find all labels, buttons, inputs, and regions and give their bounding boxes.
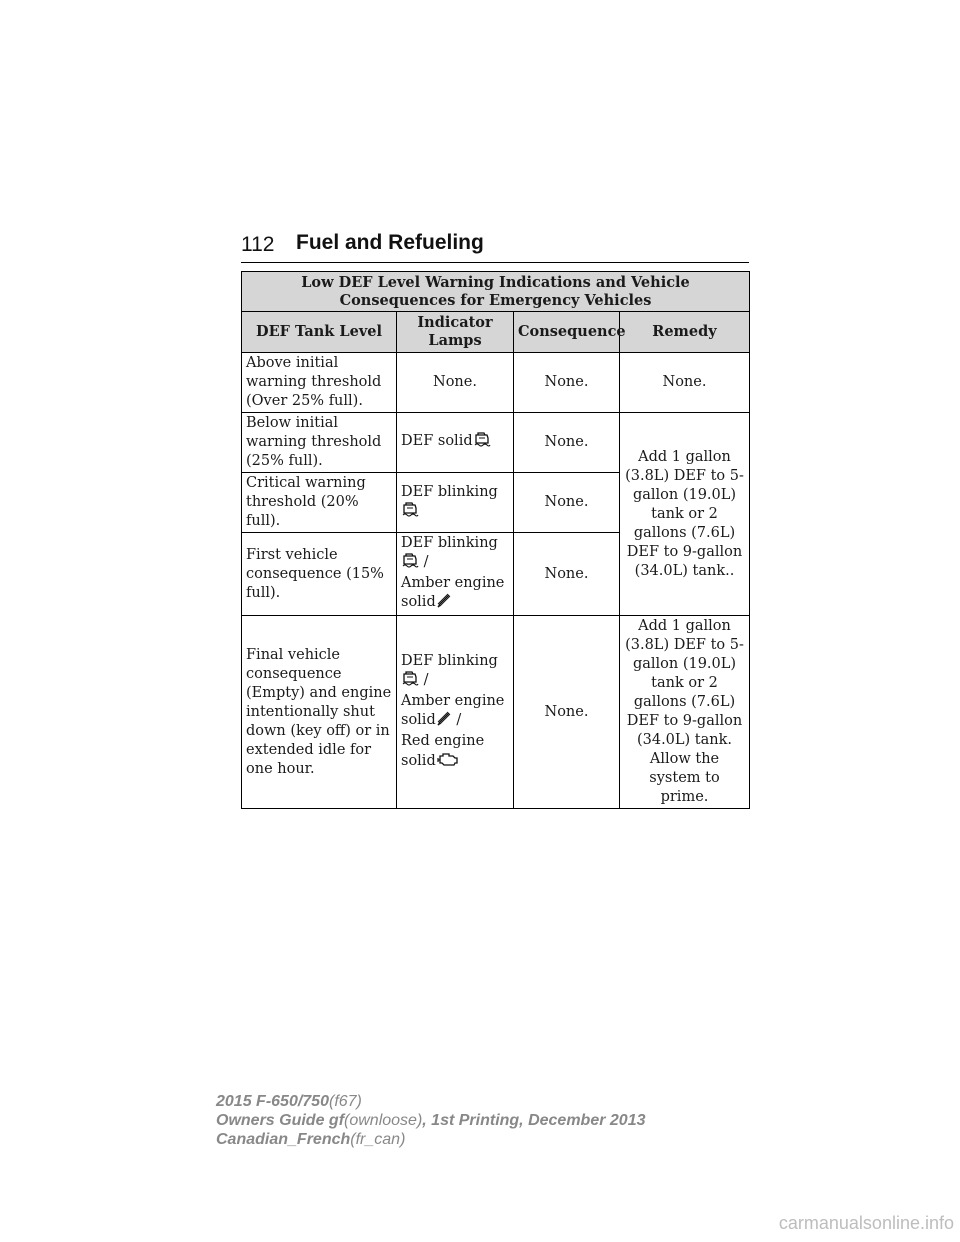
section-title: Fuel and Refueling xyxy=(296,231,484,254)
document-footer xyxy=(216,1092,645,1149)
amber-engine-icon xyxy=(437,593,452,614)
column-header-level: DEF Tank Level xyxy=(242,312,397,353)
watermark: carmanualsonline.info xyxy=(778,1213,954,1233)
indicator-lamps-cell: None. xyxy=(397,353,514,413)
lamp-text: Red engine solid xyxy=(401,732,485,769)
lamp-text: DEF blinking xyxy=(401,652,498,669)
tank-level-cell: Below initial warning threshold (25% full). xyxy=(242,413,397,473)
consequence-cell: None. xyxy=(514,473,620,533)
footer-locale-code: (fr_can) xyxy=(350,1131,406,1148)
lamp-separator: / xyxy=(423,554,429,570)
consequence-cell: None. xyxy=(514,616,620,809)
column-header-remedy: Remedy xyxy=(620,312,750,353)
def-fluid-icon xyxy=(474,432,491,453)
tank-level-cell: Above initial warning threshold (Over 25% full). xyxy=(242,353,397,413)
footer-locale: Canadian_French xyxy=(216,1131,351,1148)
remedy-cell: Add 1 gallon (3.8L) DEF to 5-gallon (19.0L) tank or 2 gallons (7.6L) DEF to 9-gallon (34.0L) tank. Allow the system to prime. xyxy=(620,616,750,809)
check-engine-icon xyxy=(437,751,459,773)
tank-level-cell: Critical warning threshold (20% full). xyxy=(242,473,397,533)
table-title: Low DEF Level Warning Indications and Vehicle Consequences for Emergency Vehicles xyxy=(242,272,750,312)
lamp-separator: / xyxy=(423,671,429,688)
indicator-lamps-cell xyxy=(397,413,514,473)
lamp-text: Amber engine solid xyxy=(401,692,505,728)
table-title-row xyxy=(242,272,750,312)
table-header-row xyxy=(242,312,750,353)
lamp-text: DEF blinking xyxy=(401,483,498,500)
lamp-text: Amber engine solid xyxy=(401,575,505,610)
def-fluid-icon xyxy=(402,502,419,523)
footer-guide-type: (ownloose) xyxy=(344,1112,423,1129)
table-row xyxy=(242,353,750,413)
column-header-lamps: Indicator Lamps xyxy=(397,312,514,353)
column-header-consequence: Consequence xyxy=(514,312,620,353)
remedy-cell: Add 1 gallon (3.8L) DEF to 5-gallon (19.0L) tank or 2 gallons (7.6L) DEF to 9-gallon (34.0L) tank.. xyxy=(620,413,750,616)
footer-line-locale xyxy=(216,1130,645,1149)
consequence-cell: None. xyxy=(514,413,620,473)
consequence-cell: None. xyxy=(514,533,620,616)
table-row xyxy=(242,616,750,809)
footer-guide: Owners Guide gf xyxy=(216,1112,345,1129)
footer-line-guide xyxy=(216,1111,645,1130)
amber-engine-icon xyxy=(437,711,452,732)
def-warning-table xyxy=(241,271,750,809)
footer-line-model xyxy=(216,1092,645,1111)
page-number: 112 xyxy=(241,233,275,256)
def-fluid-icon xyxy=(402,671,419,692)
footer-printing: , 1st Printing, December 2013 xyxy=(422,1112,646,1129)
indicator-lamps-cell xyxy=(397,616,514,809)
consequence-cell: None. xyxy=(514,353,620,413)
tank-level-cell: Final vehicle consequence (Empty) and engine intentionally shut down (key off) or in extended idle for one hour. xyxy=(242,616,397,809)
lamp-separator: / xyxy=(456,711,462,728)
def-fluid-icon xyxy=(402,553,419,574)
footer-model-code: (f67) xyxy=(328,1093,362,1110)
lamp-text: DEF solid xyxy=(401,433,473,449)
page-header xyxy=(241,228,749,263)
lamp-text: DEF blinking xyxy=(401,535,498,551)
indicator-lamps-cell xyxy=(397,473,514,533)
tank-level-cell: First vehicle consequence (15% full). xyxy=(242,533,397,616)
footer-model: 2015 F-650/750 xyxy=(216,1093,329,1110)
table-row xyxy=(242,413,750,473)
indicator-lamps-cell xyxy=(397,533,514,616)
remedy-cell: None. xyxy=(620,353,750,413)
